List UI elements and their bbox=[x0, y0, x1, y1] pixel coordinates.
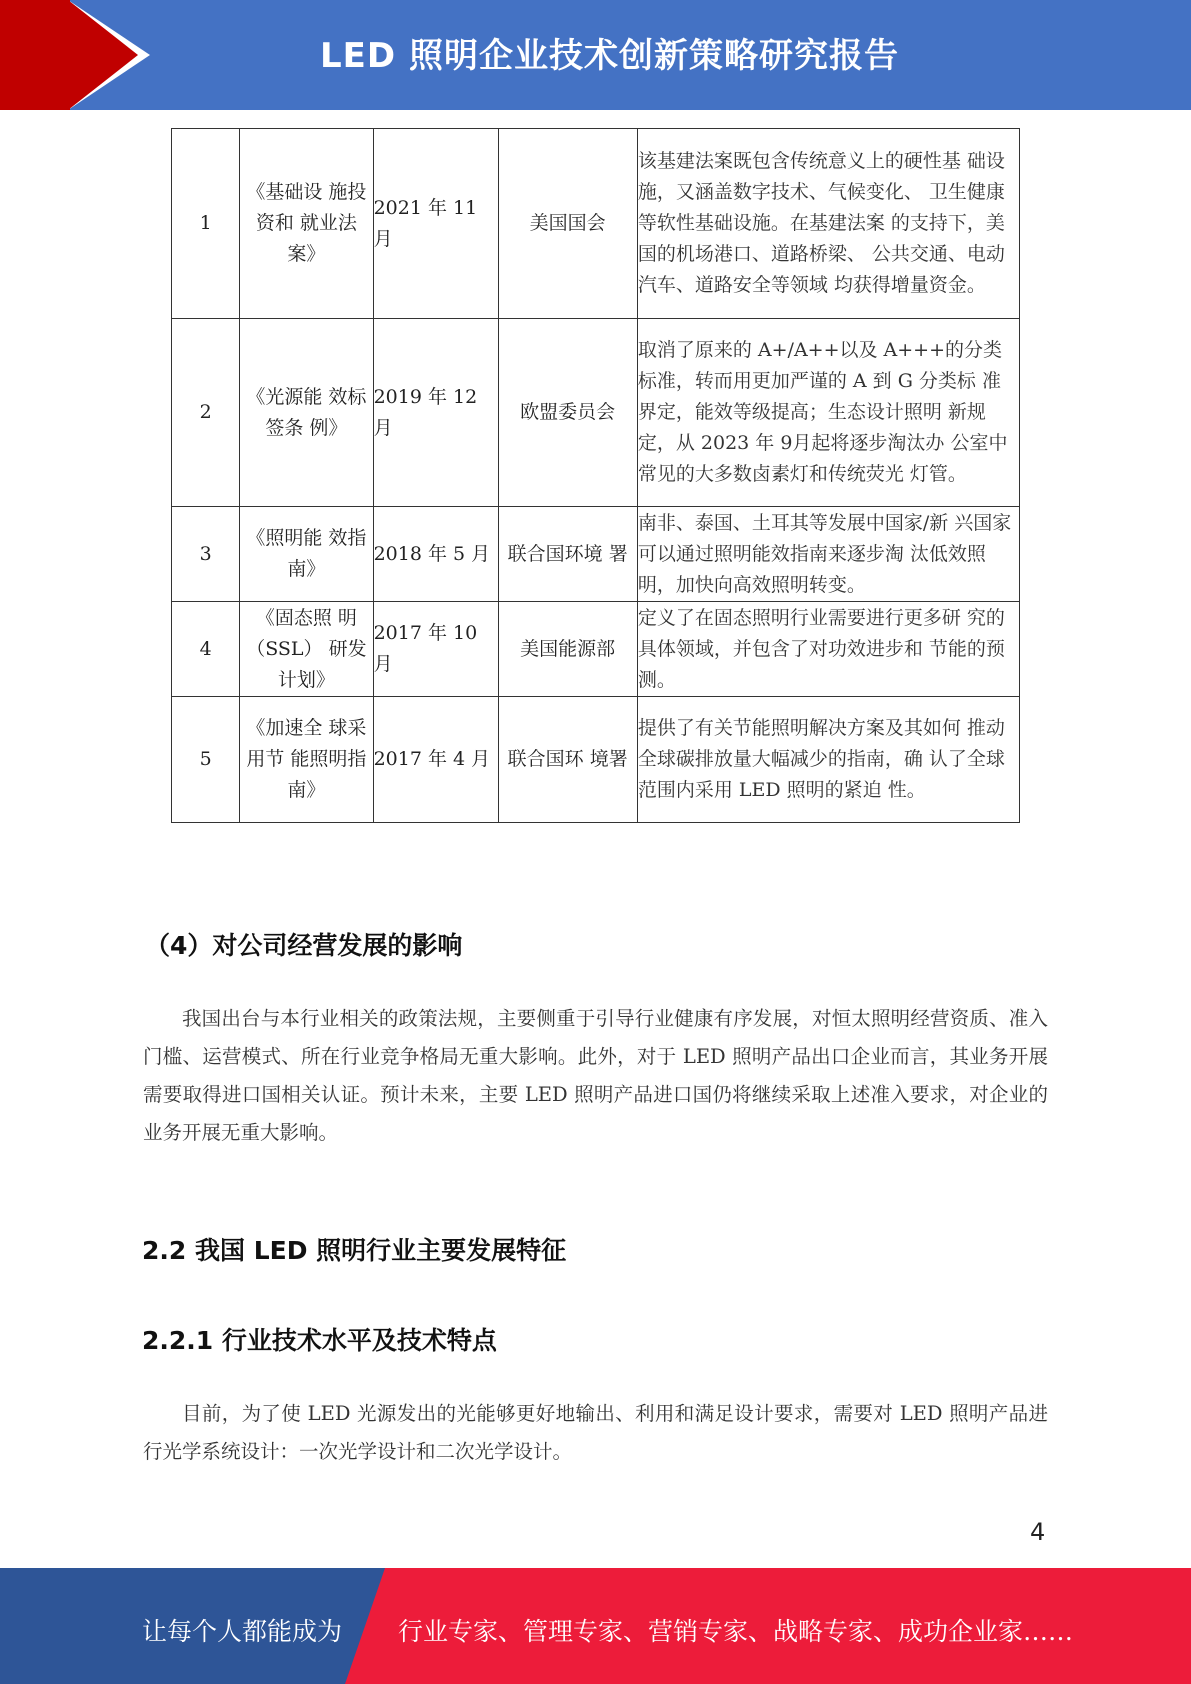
row-number: 4 bbox=[172, 602, 240, 697]
policy-table bbox=[171, 128, 1020, 823]
issuing-body: 欧盟委员会 bbox=[498, 319, 637, 507]
table-row bbox=[172, 602, 1020, 697]
policy-date: 2019 年 12 月 bbox=[373, 319, 498, 507]
policy-name: 《照明能 效指南》 bbox=[240, 507, 373, 602]
report-title: LED 照明企业技术创新策略研究报告 bbox=[320, 36, 899, 76]
policy-name: 《基础设 施投资和 就业法案》 bbox=[240, 129, 373, 319]
policy-description: 提供了有关节能照明解决方案及其如何 推动全球碳排放量大幅减少的指南，确 认了全球范围内采用 LED 照明的紧迫 性。 bbox=[637, 697, 1019, 823]
issuing-body: 联合国环 境署 bbox=[498, 697, 637, 823]
page-number: 4 bbox=[1030, 1518, 1046, 1546]
footer-slogan-right: 行业专家、管理专家、营销专家、战略专家、成功企业家…… bbox=[398, 1617, 1074, 1646]
section-heading-2-2-1: 2.2.1 行业技术水平及技术特点 bbox=[142, 1326, 497, 1355]
footer-slogan-left: 让每个人都能成为 bbox=[142, 1617, 343, 1646]
table-row bbox=[172, 507, 1020, 602]
policy-description: 该基建法案既包含传统意义上的硬性基 础设施，又涵盖数字技术、气候变化、 卫生健康等软性基础设施。在基建法案 的支持下，美国的机场港口、道路桥梁、 公共交通、电动汽车、道路安全等领域 均获得增量资金。 bbox=[637, 129, 1019, 319]
page-header bbox=[0, 0, 1191, 110]
policy-description: 南非、泰国、土耳其等发展中国家/新 兴国家可以通过照明能效指南来逐步淘 汰低效照明，加快向高效照明转变。 bbox=[637, 507, 1019, 602]
table-row bbox=[172, 129, 1020, 319]
table-row bbox=[172, 319, 1020, 507]
page-footer bbox=[0, 1568, 1191, 1684]
tech-paragraph: 目前，为了使 LED 光源发出的光能够更好地输出、利用和满足设计要求，需要对 LED 照明产品进行光学系统设计：一次光学设计和二次光学设计。 bbox=[143, 1402, 1048, 1463]
header-red-arrow bbox=[68, 0, 138, 110]
policy-description: 定义了在固态照明行业需要进行更多研 究的具体领域，并包含了对功效进步和 节能的预测。 bbox=[637, 602, 1019, 697]
issuing-body: 美国国会 bbox=[498, 129, 637, 319]
row-number: 5 bbox=[172, 697, 240, 823]
policy-name: 《固态照 明（SSL） 研发计划》 bbox=[240, 602, 373, 697]
row-number: 2 bbox=[172, 319, 240, 507]
policy-date: 2018 年 5 月 bbox=[373, 507, 498, 602]
policy-description: 取消了原来的 A+/A++以及 A+++的分类 标准，转而用更加严谨的 A 到 G 分类标 准界定，能效等级提高；生态设计照明 新规定，从 2023 年 9月起将逐步淘汰办 公室中常见的大多数卤素灯和传统荧光 灯管。 bbox=[637, 319, 1019, 507]
row-number: 3 bbox=[172, 507, 240, 602]
issuing-body: 美国能源部 bbox=[498, 602, 637, 697]
policy-date: 2017 年 10 月 bbox=[373, 602, 498, 697]
header-red-block bbox=[0, 0, 70, 110]
section-heading-impact: （4）对公司经营发展的影响 bbox=[145, 931, 463, 960]
footer-blue-slant bbox=[345, 1568, 385, 1684]
row-number: 1 bbox=[172, 129, 240, 319]
policy-name: 《加速全 球采用节 能照明指 南》 bbox=[240, 697, 373, 823]
policy-date: 2017 年 4 月 bbox=[373, 697, 498, 823]
impact-paragraph: 我国出台与本行业相关的政策法规，主要侧重于引导行业健康有序发展，对恒太照明经营资质、准入门槛、运营模式、所在行业竞争格局无重大影响。此外，对于 LED 照明产品出口企业而言，其业务开展需要取得进口国相关认证。预计未来，主要 LED 照明产品进口国仍将继续采取上述准入要求，对企业的业务开展无重大影响。 bbox=[143, 1007, 1048, 1144]
policy-name: 《光源能 效标签条 例》 bbox=[240, 319, 373, 507]
policy-date: 2021 年 11 月 bbox=[373, 129, 498, 319]
section-heading-2-2: 2.2 我国 LED 照明行业主要发展特征 bbox=[142, 1236, 567, 1265]
table-row bbox=[172, 697, 1020, 823]
issuing-body: 联合国环境 署 bbox=[498, 507, 637, 602]
